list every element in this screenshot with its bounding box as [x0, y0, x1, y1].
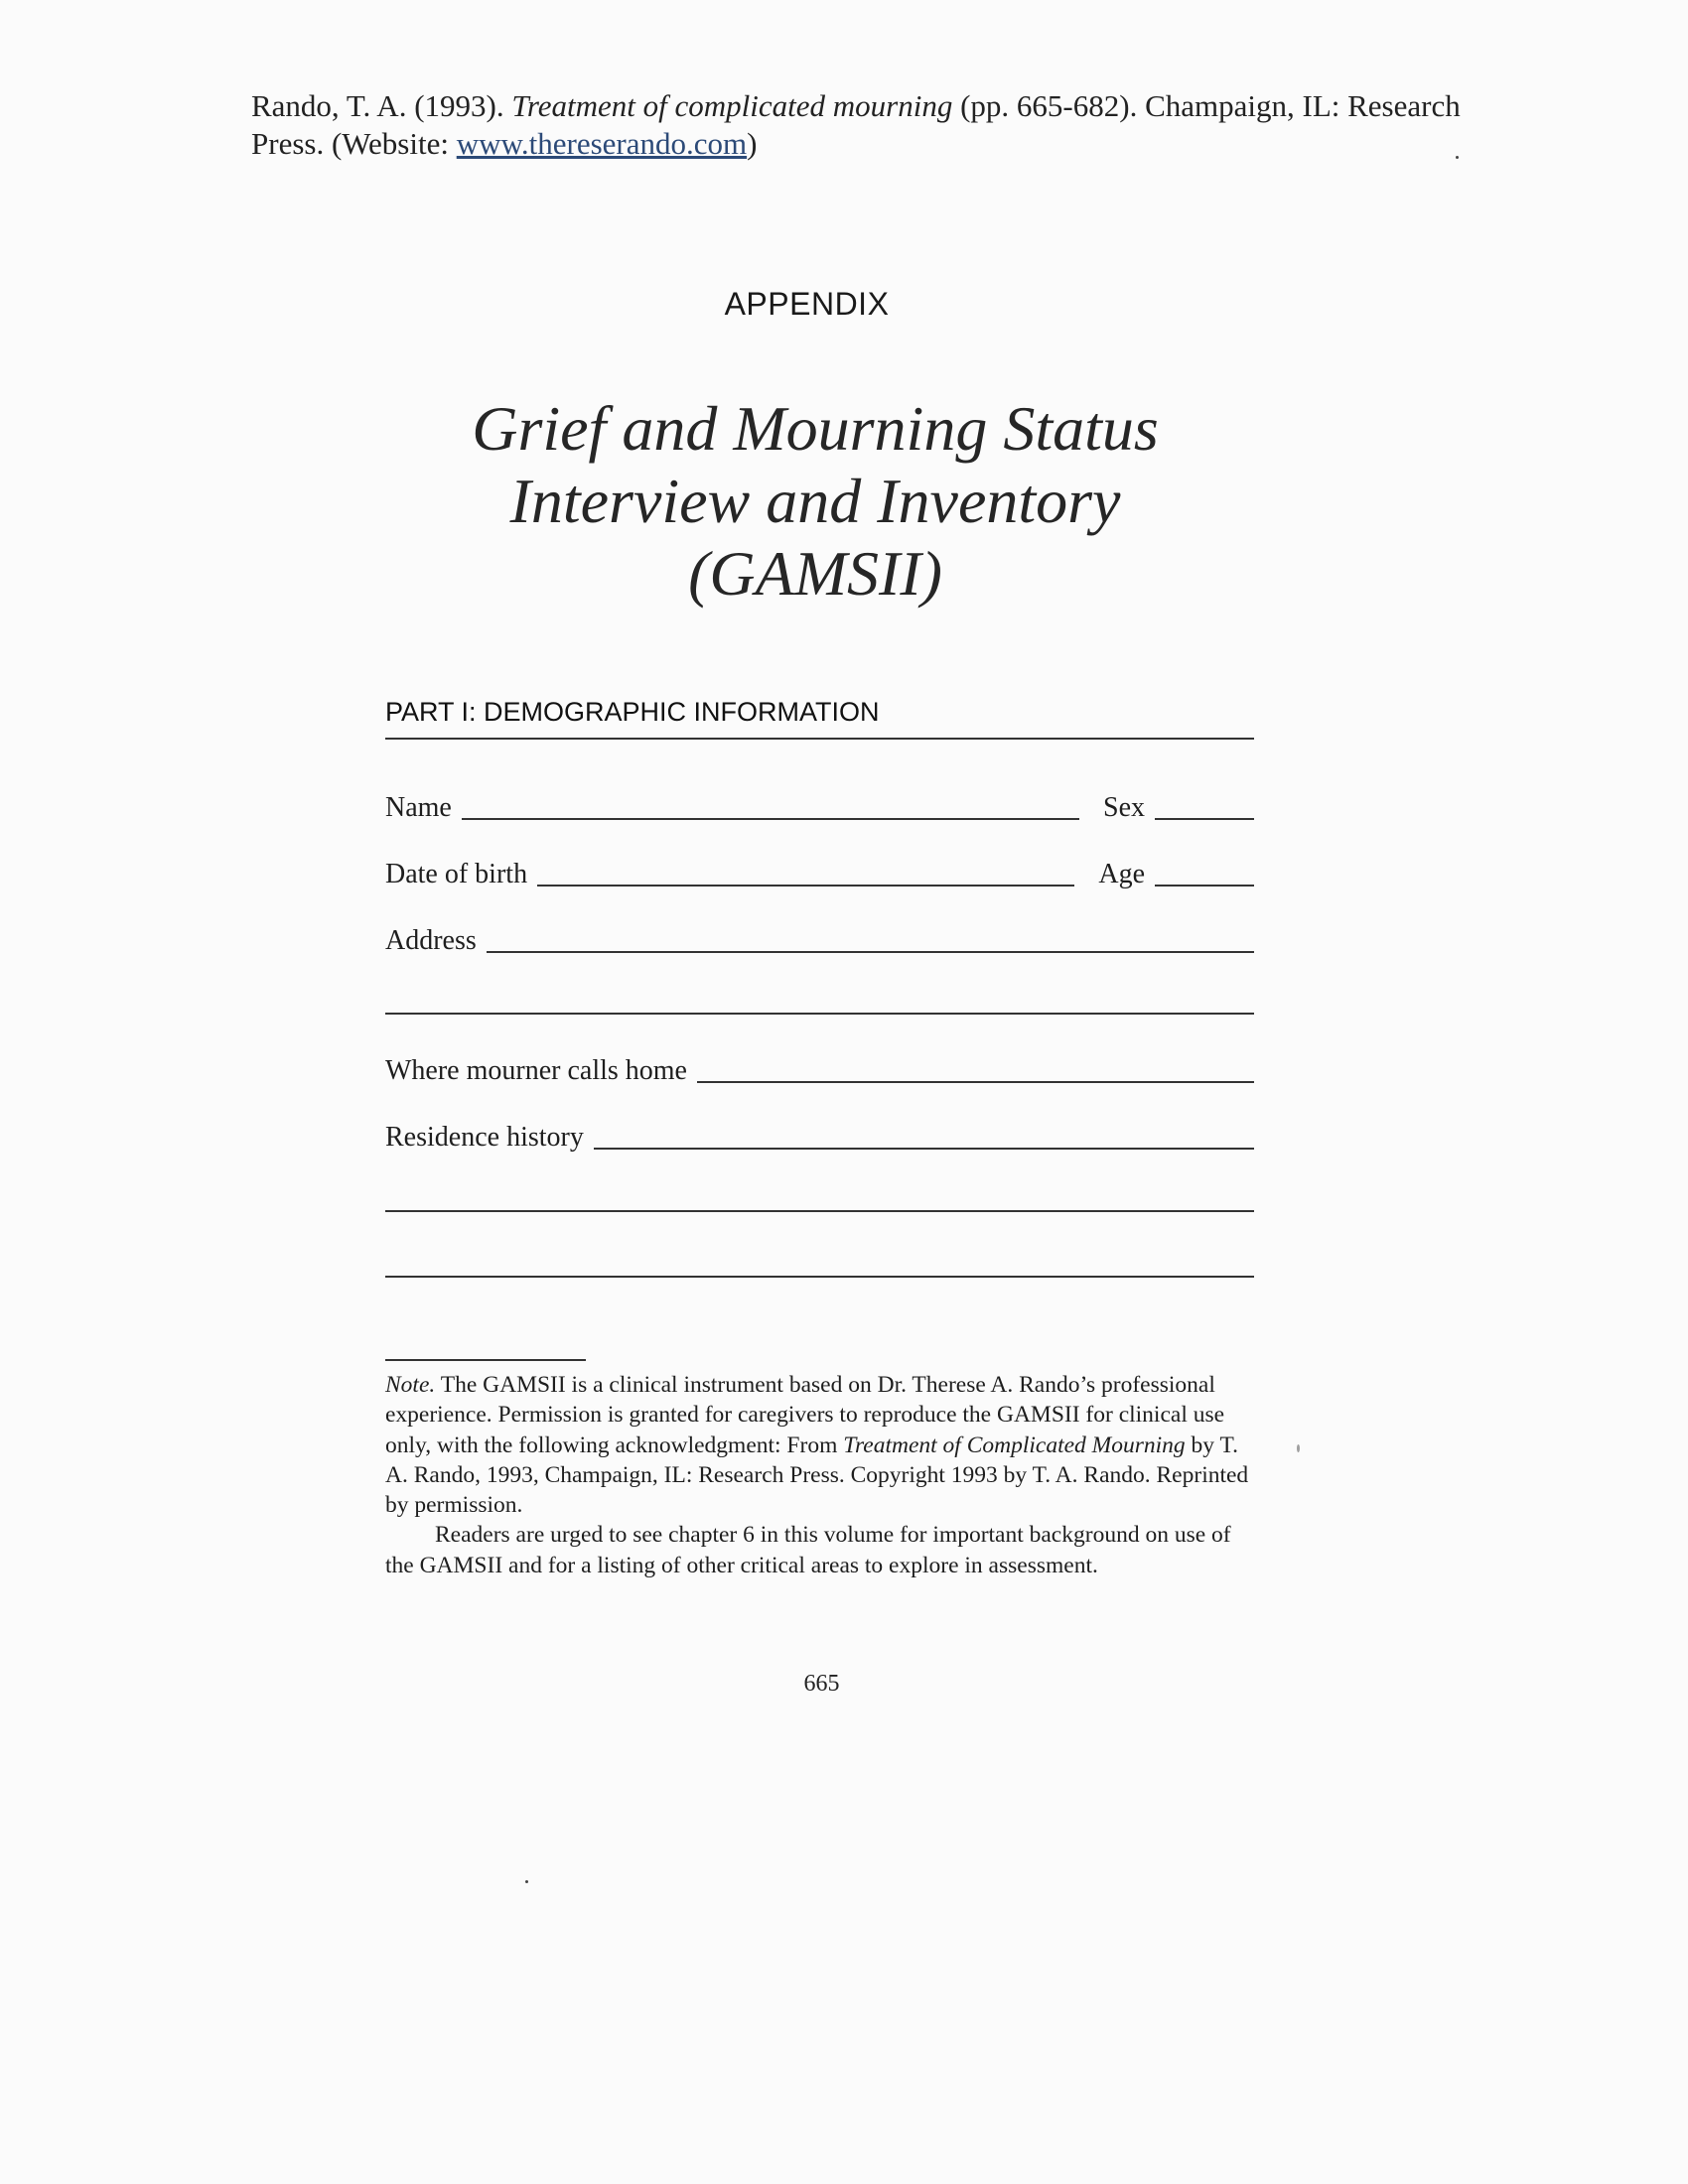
residence-history-line-2[interactable]: [385, 1210, 1254, 1212]
title-line-3: (GAMSII): [688, 538, 942, 609]
address-field-line-2[interactable]: [385, 1013, 1254, 1015]
where-home-field[interactable]: [697, 1081, 1254, 1083]
footnote: [385, 1370, 1259, 1580]
scan-speck: [1297, 1444, 1300, 1452]
citation: [251, 87, 1482, 163]
age-label: Age: [1098, 859, 1145, 889]
residence-history-row: [385, 1114, 1254, 1154]
part-heading: PART I: DEMOGRAPHIC INFORMATION: [385, 697, 1254, 740]
note-paragraph-2: Readers are urged to see chapter 6 in this volume for important background on use of the GAMSII and for a listing of other critical areas to explore in assessment.: [385, 1522, 1231, 1578]
footnote-rule: [385, 1359, 586, 1361]
residence-history-label: Residence history: [385, 1122, 584, 1153]
address-label: Address: [385, 925, 477, 956]
citation-close: ): [747, 126, 758, 161]
residence-history-line-3[interactable]: [385, 1276, 1254, 1278]
page-number: 665: [803, 1671, 840, 1697]
appendix-heading: APPENDIX: [724, 286, 890, 322]
scan-speck: [1456, 156, 1459, 159]
website-link[interactable]: www.thereserando.com: [456, 126, 748, 161]
name-label: Name: [385, 792, 452, 823]
residence-history-field[interactable]: [594, 1148, 1254, 1150]
scan-speck: [525, 1880, 528, 1883]
instrument-title: [0, 392, 1630, 610]
dob-age-row: [385, 851, 1254, 890]
where-home-row: [385, 1047, 1254, 1087]
address-field[interactable]: [487, 951, 1254, 953]
note-text-1: The GAMSII is a clinical instrument based on Dr. Therese A. Rando’s professional experience. Permission is granted for caregivers to reproduce the GAMSII for clinical use only, with the following acknowledgment: From: [385, 1372, 1225, 1458]
address-row: [385, 917, 1254, 957]
sex-label: Sex: [1103, 792, 1145, 823]
note-book-title: Treatment of Complicated Mourning: [843, 1432, 1186, 1458]
sex-field[interactable]: [1155, 818, 1254, 820]
citation-book-title: Treatment of complicated mourning: [511, 88, 953, 123]
note-text-2: by T. A. Rando, 1993, Champaign, IL: Research Press. Copyright 1993 by T. A. Rando. Reprinted by permission.: [385, 1432, 1249, 1519]
name-sex-row: [385, 784, 1254, 824]
age-field[interactable]: [1155, 885, 1254, 887]
title-line-2: Interview and Inventory: [509, 466, 1121, 536]
citation-pages-publisher: (pp. 665-682). Champaign, IL: Research Press. (Website:: [251, 88, 1461, 161]
note-paragraph-1: [385, 1370, 1259, 1520]
title-line-1: Grief and Mourning Status: [472, 393, 1159, 464]
dob-field[interactable]: [537, 885, 1074, 887]
note-label: Note.: [385, 1372, 436, 1398]
dob-label: Date of birth: [385, 859, 528, 889]
citation-author-year: Rando, T. A. (1993).: [251, 88, 512, 123]
where-home-label: Where mourner calls home: [385, 1055, 687, 1086]
name-field[interactable]: [462, 818, 1079, 820]
